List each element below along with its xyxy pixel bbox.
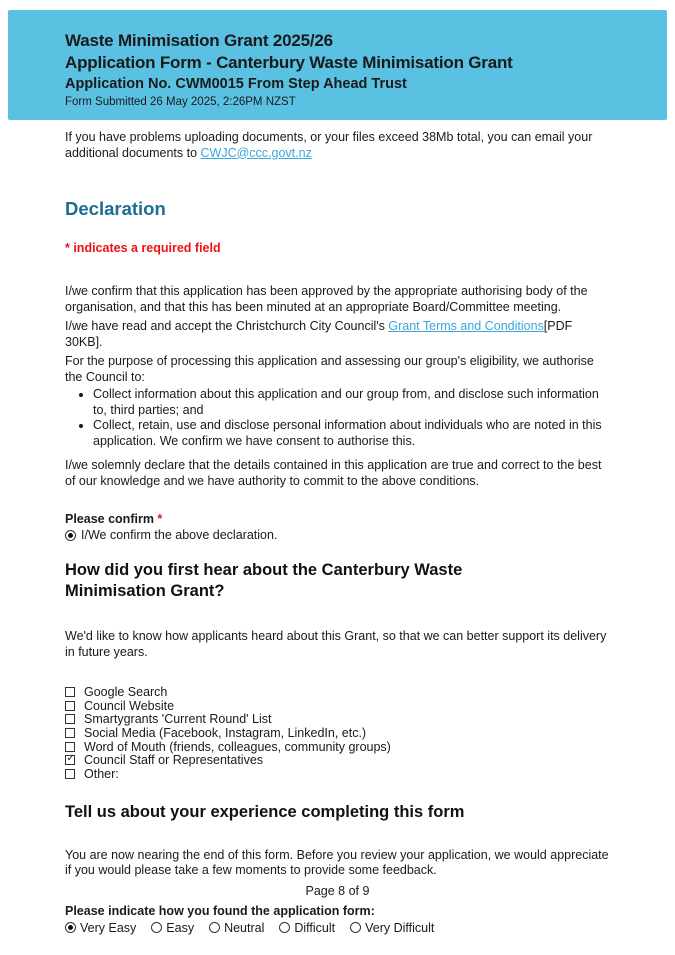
declaration-paragraph-2 xyxy=(65,319,613,350)
hear-about-checklist xyxy=(65,685,613,781)
checkbox-label: Word of Mouth (friends, colleagues, community groups) xyxy=(84,739,391,754)
declaration-paragraph-3: For the purpose of processing this application and assessing our group's eligibility, we authorise the Council to: xyxy=(65,354,594,384)
checkbox-option-word-of-mouth[interactable] xyxy=(65,740,613,754)
radio-icon[interactable] xyxy=(209,922,220,933)
radio-label: Very Easy xyxy=(80,920,137,935)
rating-option-neutral[interactable] xyxy=(209,921,264,935)
page-indicator: Page 8 of 9 xyxy=(305,884,370,898)
experience-heading: Tell us about your experience completing this form xyxy=(65,802,465,821)
rating-radio-group xyxy=(65,921,613,935)
required-field-note: * indicates a required field xyxy=(65,241,221,255)
checkbox-icon[interactable] xyxy=(65,728,75,738)
declaration-bullet-2: • Collect, retain, use and disclose personal information about individuals who are noted in this application. We confirm we have consent to authorise this. xyxy=(93,418,613,449)
rating-question-label: Please indicate how you found the application form: xyxy=(65,903,375,918)
checkbox-label: Google Search xyxy=(84,684,168,699)
confirm-radio-button[interactable] xyxy=(65,530,76,541)
radio-icon[interactable] xyxy=(350,922,361,933)
checkbox-label: Smartygrants 'Current Round' List xyxy=(84,712,272,727)
checkbox-icon[interactable] xyxy=(65,687,75,697)
radio-icon[interactable] xyxy=(151,922,162,933)
checkbox-checked-icon[interactable] xyxy=(65,755,75,765)
application-number: Application No. CWM0015 From Step Ahead Trust xyxy=(65,76,407,92)
checkbox-option-council-staff[interactable] xyxy=(65,753,613,767)
radio-label: Neutral xyxy=(224,920,265,935)
checkbox-icon[interactable] xyxy=(65,769,75,779)
declaration-paragraph-1: I/we confirm that this application has been approved by the appropriate authorising body of the organisation, and that this has been minuted at an appropriate Board/Committee meeting. xyxy=(65,284,588,314)
radio-label: Easy xyxy=(166,920,195,935)
checkbox-icon[interactable] xyxy=(65,701,75,711)
terms-text-suffix: [PDF 30KB]. xyxy=(65,319,573,349)
header-band xyxy=(8,10,667,120)
upload-help-text xyxy=(65,130,613,161)
experience-intro: You are now nearing the end of this form. Before you review your application, we would appreciate if you would please take a few moments to provide some feedback. xyxy=(65,847,609,878)
checkbox-label: Social Media (Facebook, Instagram, LinkedIn, etc.) xyxy=(84,725,367,740)
radio-icon[interactable] xyxy=(279,922,290,933)
checkbox-icon[interactable] xyxy=(65,742,75,752)
declaration-paragraph-4: I/we solemnly declare that the details contained in this application are true and correct to the best of our knowledge and we have authority to commit to the above conditions. xyxy=(65,458,602,488)
declaration-bullet-1: • Collect information about this application and our group from, and disclose such information to, third parties; and xyxy=(93,387,613,418)
submission-timestamp: Form Submitted 26 May 2025, 2:26PM NZST xyxy=(65,96,296,108)
checkbox-label: Other: xyxy=(84,766,119,781)
confirm-option-row[interactable] xyxy=(65,528,613,543)
grant-title: Waste Minimisation Grant 2025/26 xyxy=(65,31,333,50)
declaration-heading: Declaration xyxy=(65,198,166,219)
terms-text-prefix: I/we have read and accept the Christchurch City Council's xyxy=(65,319,389,333)
checkbox-label: Council Website xyxy=(84,698,175,713)
hear-about-intro: We'd like to know how applicants heard about this Grant, so that we can better support its delivery in future years. xyxy=(65,629,607,659)
rating-option-very-difficult[interactable] xyxy=(350,921,434,935)
rating-option-difficult[interactable] xyxy=(279,921,335,935)
radio-selected-icon[interactable] xyxy=(65,922,76,933)
checkbox-option-social-media[interactable] xyxy=(65,726,613,740)
declaration-bullet-list xyxy=(65,387,613,449)
rating-option-easy[interactable] xyxy=(151,921,194,935)
terms-link[interactable]: Grant Terms and Conditions xyxy=(388,319,544,333)
form-title: Application Form - Canterbury Waste Minimisation Grant xyxy=(65,53,513,72)
rating-option-very-easy[interactable] xyxy=(65,921,136,935)
checkbox-option-google-search[interactable] xyxy=(65,685,613,699)
upload-help-prefix: If you have problems uploading documents, or your files exceed 38Mb total, you can email your additional documents to xyxy=(65,130,593,160)
radio-label: Very Difficult xyxy=(365,920,435,935)
checkbox-option-council-website[interactable] xyxy=(65,699,613,713)
email-link[interactable]: CWJC@ccc.govt.nz xyxy=(200,145,312,160)
checkbox-label: Council Staff or Representatives xyxy=(84,753,264,768)
checkbox-option-smartygrants-list[interactable] xyxy=(65,712,613,726)
radio-label: Difficult xyxy=(294,920,336,935)
confirm-field xyxy=(65,512,613,543)
confirm-option-label: I/We confirm the above declaration. xyxy=(81,528,278,542)
checkbox-option-other[interactable] xyxy=(65,767,613,781)
confirm-label: Please confirm * xyxy=(65,512,163,526)
hear-about-heading: How did you first hear about the Canterbury Waste Minimisation Grant? xyxy=(65,561,463,600)
checkbox-icon[interactable] xyxy=(65,714,75,724)
required-asterisk: * xyxy=(157,512,163,526)
form-content xyxy=(65,120,613,935)
